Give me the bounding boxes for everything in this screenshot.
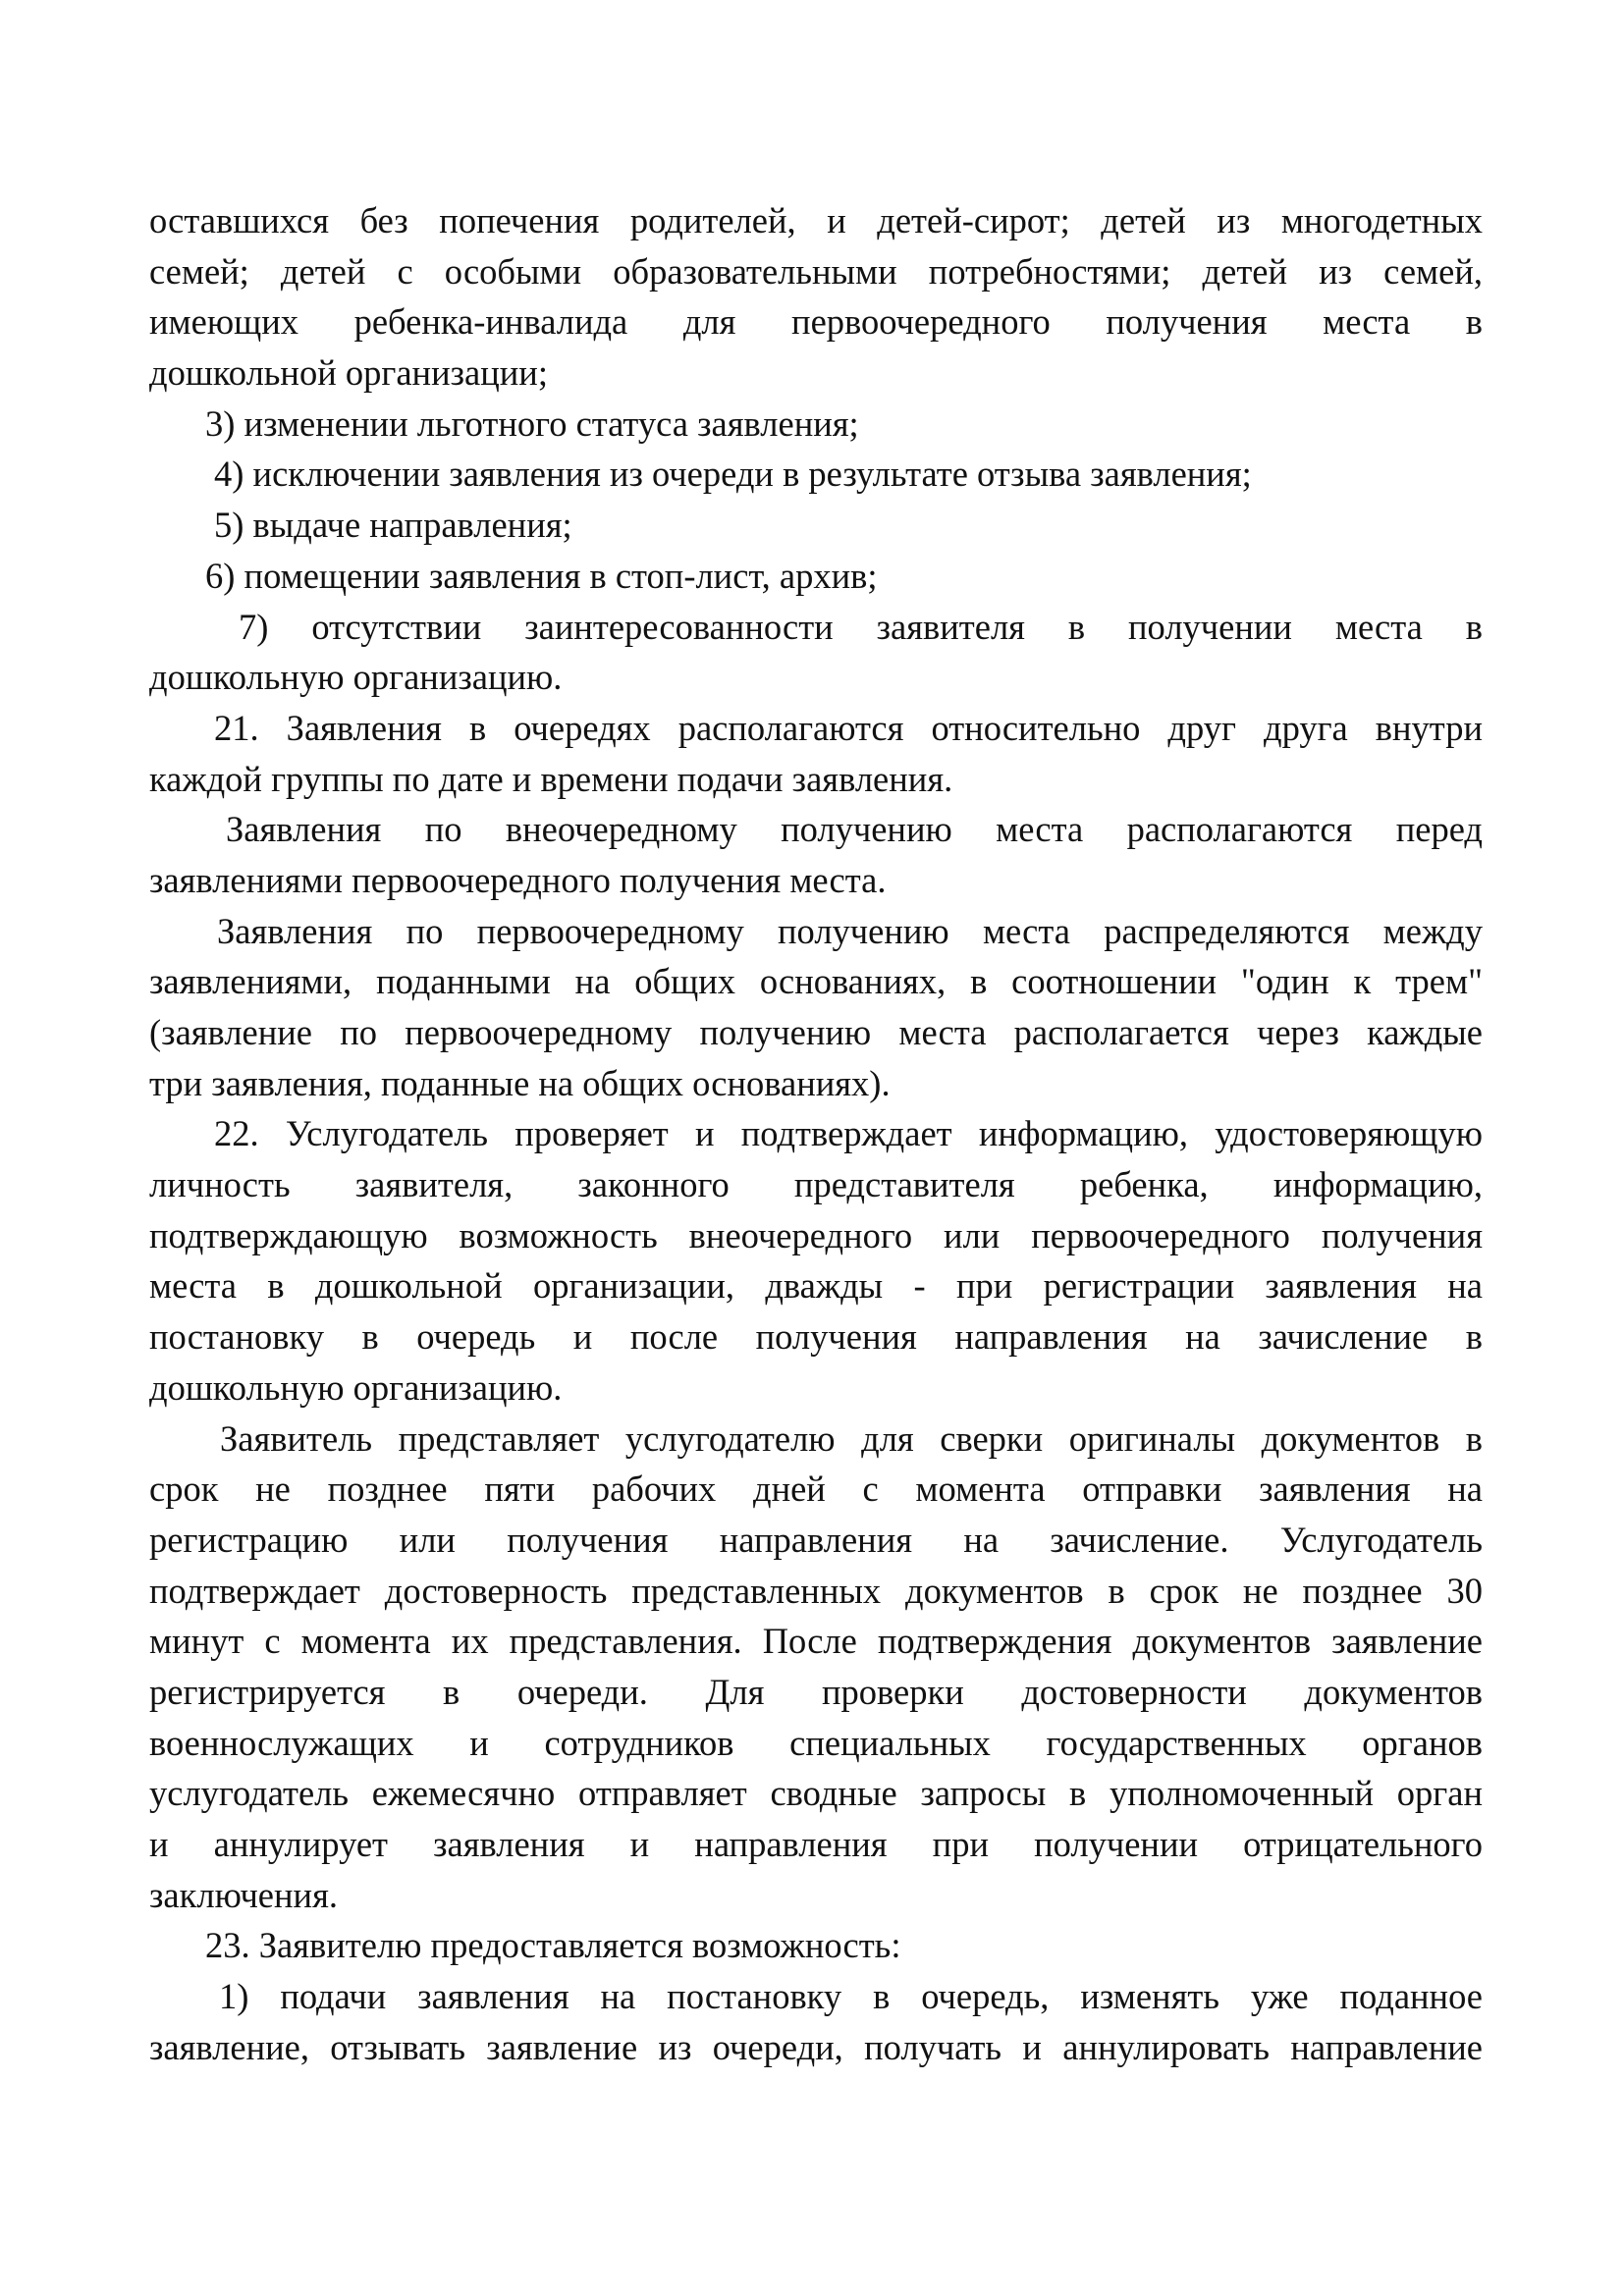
text-line: и аннулирует заявления и направления при получении отрицательного <box>149 1824 1483 1864</box>
text-line: дошкольную организацию. <box>149 657 563 698</box>
text-line: минут с момента их представления. После подтверждения документов заявление <box>149 1621 1483 1662</box>
text-line: заявление, отзывать заявление из очереди, получать и аннулировать направление <box>149 2026 1483 2067</box>
text-line: подтверждает достоверность представленных документов в срок не позднее 30 <box>149 1570 1483 1611</box>
text-line: имеющих ребенка-инвалида для первоочередного получения места в <box>149 301 1483 343</box>
text-line: личность заявителя, законного представителя ребенка, информацию, <box>149 1164 1483 1205</box>
text-line: постановку в очередь и после получения направления на зачисление в <box>149 1316 1483 1358</box>
text-line: заявлениями первоочередного получения места. <box>149 859 887 900</box>
text-line: семей; детей с особыми образовательными потребностями; детей из семей, <box>149 250 1483 292</box>
text-line: дошкольную организацию. <box>149 1366 563 1408</box>
paragraph-start: Заявитель представляет услугодателю для сверки оригиналы документов в <box>220 1417 1483 1459</box>
paragraph-start: 22. Услугодатель проверяет и подтверждает информацию, удостоверяющую <box>214 1113 1483 1154</box>
list-item: 7) отсутствии заинтересованности заявителя в получении места в <box>239 606 1483 647</box>
paragraph-start: Заявления по первоочередному получению места распределяются между <box>217 910 1483 951</box>
text-line: срок не позднее пяти рабочих дней с момента отправки заявления на <box>149 1468 1483 1510</box>
paragraph-start: 23. Заявителю предоставляется возможность: <box>205 1925 901 1966</box>
list-item: 3) изменении льготного статуса заявления; <box>205 402 859 444</box>
text-line: регистрируется в очереди. Для проверки достоверности документов <box>149 1671 1483 1712</box>
text-line: услугодатель ежемесячно отправляет сводные запросы в уполномоченный орган <box>149 1773 1483 1814</box>
list-item: 4) исключении заявления из очереди в результате отзыва заявления; <box>214 454 1252 495</box>
text-line: заявлениями, поданными на общих основаниях, в соотношении "один к трем" <box>149 961 1483 1002</box>
text-line: регистрацию или получения направления на зачисление. Услугодатель <box>149 1519 1483 1560</box>
text-line: каждой группы по дате и времени подачи заявления. <box>149 758 953 799</box>
paragraph-start: Заявления по внеочередному получению места располагаются перед <box>226 809 1483 850</box>
text-line: заключения. <box>149 1874 338 1915</box>
list-item: 1) подачи заявления на постановку в очередь, изменять уже поданное <box>219 1976 1483 2017</box>
text-line: военнослужащих и сотрудников специальных государственных органов <box>149 1722 1483 1763</box>
list-item: 6) помещении заявления в стоп-лист, архив; <box>205 555 878 596</box>
text-line: подтверждающую возможность внеочередного или первоочередного получения <box>149 1214 1483 1255</box>
text-line: оставшихся без попечения родителей, и детей-сирот; детей из многодетных <box>149 200 1483 240</box>
text-line: места в дошкольной организации, дважды - при регистрации заявления на <box>149 1265 1483 1307</box>
text-line: (заявление по первоочередному получению места располагается через каждые <box>149 1012 1483 1052</box>
paragraph-start: 21. Заявления в очередях располагаются относительно друг друга внутри <box>214 707 1483 748</box>
document-text <box>149 195 1483 2072</box>
text-line: три заявления, поданные на общих основаниях). <box>149 1062 891 1103</box>
text-line: дошкольной организации; <box>149 352 548 394</box>
list-item: 5) выдаче направления; <box>214 505 572 546</box>
